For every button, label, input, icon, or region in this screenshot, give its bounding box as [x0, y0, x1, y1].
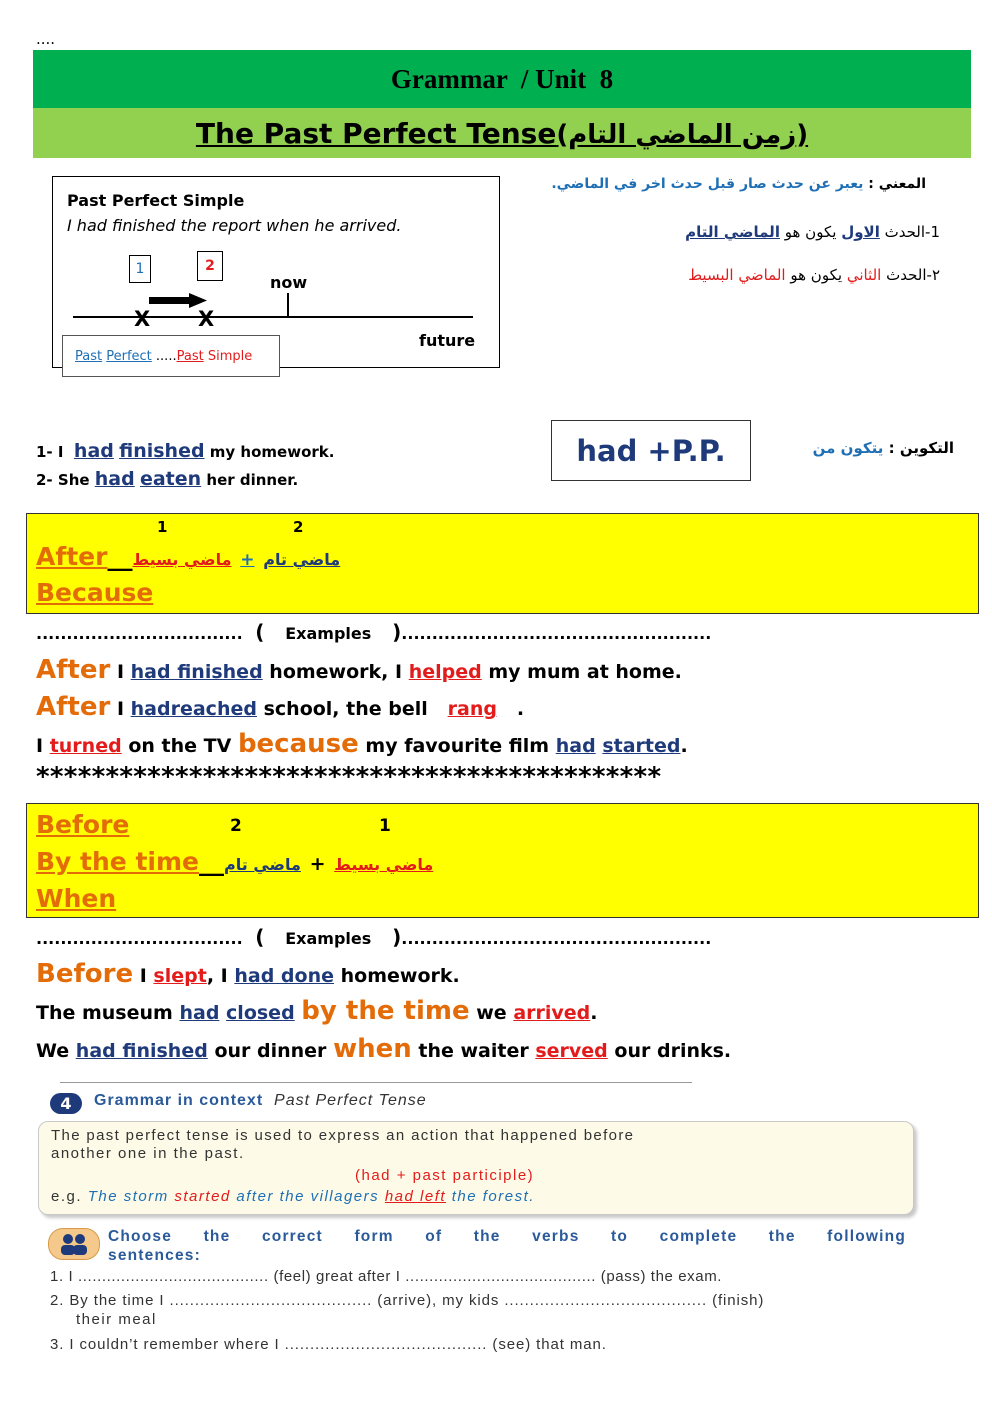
future-label: future: [419, 331, 476, 350]
page-title: Grammar / Unit 8: [390, 63, 614, 94]
ex-past-perfect: closed: [226, 1002, 295, 1024]
ex-text: .: [680, 735, 688, 757]
ex-had: had: [179, 1002, 220, 1024]
after-num-1: 1: [157, 518, 168, 536]
after-because-box: [26, 513, 979, 614]
subtitle: [196, 117, 808, 150]
subtitle-banner: [33, 108, 971, 158]
meaning-label: المعني :: [868, 176, 926, 192]
ex-past-simple: turned: [49, 735, 122, 757]
question-3: 3. I couldn’t remember where I ........................................ (see) that man.: [50, 1336, 607, 1353]
ex-had: had: [130, 698, 171, 720]
ex-text: The museum: [36, 1002, 173, 1024]
ex2-verb: eaten: [139, 468, 202, 490]
ex-text: the waiter: [418, 1040, 529, 1062]
mark-2: X: [198, 307, 215, 331]
ex2-had: had: [94, 468, 135, 490]
meaning-text: يعبر عن حدث صار قبل حدث اخر في الماضي.: [551, 176, 864, 192]
examples-label: Examples: [285, 929, 372, 948]
diagram-example: I had finished the report when he arrived.: [67, 216, 402, 235]
box-2: 2: [197, 251, 223, 281]
arrow-shaft: [149, 297, 191, 304]
before-line: __: [199, 847, 224, 876]
eg-label: e.g.: [51, 1188, 83, 1205]
ex1-had: had: [73, 440, 114, 462]
task-line-2: sentences:: [108, 1247, 201, 1264]
people-icon: [49, 1229, 99, 1259]
rule-box: [38, 1121, 914, 1215]
ex-kw: After: [36, 655, 111, 685]
dots-left: ..................................: [36, 929, 243, 948]
formation-label-line: [813, 439, 954, 457]
title-banner: [33, 50, 971, 108]
ex1-num: 1- I: [36, 443, 64, 461]
diagram-heading: Past Perfect Simple: [67, 191, 245, 210]
ex-past-perfect: had finished: [130, 661, 263, 683]
kw-because: Because: [36, 578, 154, 607]
legend-simple: Simple: [207, 348, 253, 364]
formation-example-1: [36, 440, 334, 462]
ex-text: I: [116, 661, 125, 683]
ex-text: our dinner: [214, 1040, 327, 1062]
arrow-head-icon: [189, 293, 207, 308]
ex2-rest: her dinner.: [206, 471, 299, 489]
after-example-3: [36, 729, 688, 759]
line2-second: الثاني: [846, 266, 882, 284]
students-icon: [48, 1228, 100, 1260]
before-perfect: ماضي تام: [224, 855, 301, 874]
before-simple: ماضي بسيط: [334, 855, 434, 874]
examples-label: Examples: [285, 624, 372, 643]
before-example-3: [36, 1034, 731, 1064]
ex-past-perfect: had finished: [75, 1040, 208, 1062]
ex-past-simple: arrived: [513, 1002, 591, 1024]
ex-kw: when: [333, 1034, 412, 1064]
ex1-verb: finished: [119, 440, 205, 462]
legend-past: Past: [75, 348, 103, 364]
ex-text: on the TV: [128, 735, 232, 757]
after-line: __: [107, 542, 133, 571]
ex-text: I: [116, 698, 125, 720]
before-example-2: [36, 996, 597, 1026]
question-2: 2. By the time I ........................................ (arrive), my kids ........................................ (finish): [50, 1292, 765, 1309]
ex1-rest: my homework.: [209, 443, 335, 461]
kw-by-the-time: By the time: [36, 847, 199, 876]
legend-perfect: Perfect: [106, 348, 152, 364]
formation-text: يتكون من: [812, 439, 884, 457]
section-number-badge: 4: [50, 1093, 82, 1114]
ex-text: .: [516, 698, 525, 720]
eg-text: The storm: [87, 1188, 169, 1205]
book-title-italic: Past Perfect Tense: [274, 1092, 427, 1109]
after-num-2: 2: [293, 518, 304, 536]
ex-text: homework, I: [269, 661, 403, 683]
legend-past2: Past: [176, 348, 204, 364]
ex2-num: 2- She: [36, 471, 90, 489]
eg-text: after the villagers: [236, 1188, 380, 1205]
ex-text: I: [139, 965, 147, 987]
ex-past-simple: helped: [408, 661, 482, 683]
kw-when: When: [36, 884, 117, 913]
before-plus: +: [309, 853, 326, 875]
ex-text: I: [36, 735, 44, 757]
ex-text: school, the bell: [263, 698, 428, 720]
examples-header-1: .................................. ( Examples )...................................................: [36, 620, 712, 644]
ex-text: our drinks.: [614, 1040, 732, 1062]
line1-mid: يكون هو: [784, 223, 837, 241]
ex-text: my favourite film: [365, 735, 550, 757]
tense-legend: [62, 335, 280, 377]
ex-past-perfect: had done: [234, 965, 334, 987]
box-1: 1: [129, 255, 151, 283]
stars-divider: *********************************************: [36, 762, 662, 792]
legend-dots: .....: [155, 348, 177, 364]
after-example-2: [36, 692, 524, 722]
now-label: now: [270, 273, 308, 292]
eg-past-simple: started: [174, 1188, 231, 1205]
meaning-line-2: [688, 266, 940, 284]
ex-text: my mum at home.: [488, 661, 682, 683]
line1-prefix: 1-الحدث: [884, 223, 940, 241]
ex-past-simple: served: [535, 1040, 608, 1062]
ex-text: .: [590, 1002, 598, 1024]
task-line-1: Choose the correct form of the verbs to complete the following: [108, 1228, 906, 1245]
ex-kw: After: [36, 692, 111, 722]
rule-formula: (had + past participle): [355, 1167, 535, 1184]
mark-1: X: [134, 307, 151, 331]
before-rule-line: [36, 847, 433, 876]
eg-text: the forest.: [451, 1188, 535, 1205]
dots-right: ...................................................: [401, 624, 712, 643]
question-1: 1. I ........................................ (feel) great after I ........................................ (pass) the exam.: [50, 1268, 723, 1285]
question-2-cont: their meal: [76, 1311, 157, 1328]
ex-text: We: [36, 1040, 70, 1062]
subtitle-en: The Past Perfect Tense: [195, 116, 557, 150]
before-box: [26, 803, 979, 918]
book-title: [94, 1092, 427, 1110]
ex-past-perfect: reached: [170, 698, 257, 720]
subtitle-ar: (زمن الماضي التام): [556, 119, 809, 150]
before-num-1: 1: [379, 816, 391, 836]
dots-left: ..................................: [36, 624, 243, 643]
rule-line-2: another one in the past.: [51, 1145, 245, 1162]
line1-first: الاول: [841, 223, 880, 241]
formation-label: التكوين :: [888, 439, 954, 457]
book-title-main: Grammar in context: [94, 1092, 264, 1109]
after-perfect: ماضي تام: [263, 550, 341, 569]
book-divider: [60, 1082, 692, 1083]
line2-prefix: ٢-الحدث: [886, 266, 940, 284]
ex-past-perfect: started: [602, 735, 681, 757]
top-dots: ....: [36, 30, 56, 48]
line1-tense: الماضي التام: [685, 223, 780, 241]
meaning-line-1: [685, 223, 940, 241]
meaning-line: [551, 176, 926, 192]
after-example-1: [36, 655, 682, 685]
before-example-1: [36, 959, 460, 989]
ex-text: , I: [206, 965, 228, 987]
ex-text: homework.: [340, 965, 460, 987]
ex-kw: by the time: [301, 996, 470, 1026]
line2-mid: يكون هو: [790, 266, 843, 284]
line2-tense: الماضي البسيط: [688, 266, 786, 284]
formula-box: had +P.P.: [551, 420, 751, 481]
eg-past-perfect: had left: [384, 1188, 447, 1205]
rule-line-1: The past perfect tense is used to express an action that happened before: [51, 1127, 635, 1144]
ex-text: we: [476, 1002, 507, 1024]
ex-past-simple: slept: [153, 965, 207, 987]
rule-example: [51, 1188, 535, 1205]
ex-kw: Before: [36, 959, 134, 989]
ex-kw: because: [237, 729, 359, 759]
before-num-2: 2: [230, 816, 242, 836]
after-plus: +: [240, 550, 255, 570]
after-rule-line: [36, 542, 340, 571]
kw-before: Before: [36, 810, 130, 839]
ex-had: had: [555, 735, 596, 757]
formation-example-2: [36, 468, 298, 490]
kw-after: After: [36, 542, 108, 571]
after-simple: ماضي بسيط: [132, 550, 232, 569]
ex-past-simple: rang: [447, 698, 497, 720]
dots-right: ...................................................: [401, 929, 712, 948]
examples-header-2: .................................. ( Examples )...................................................: [36, 925, 712, 949]
